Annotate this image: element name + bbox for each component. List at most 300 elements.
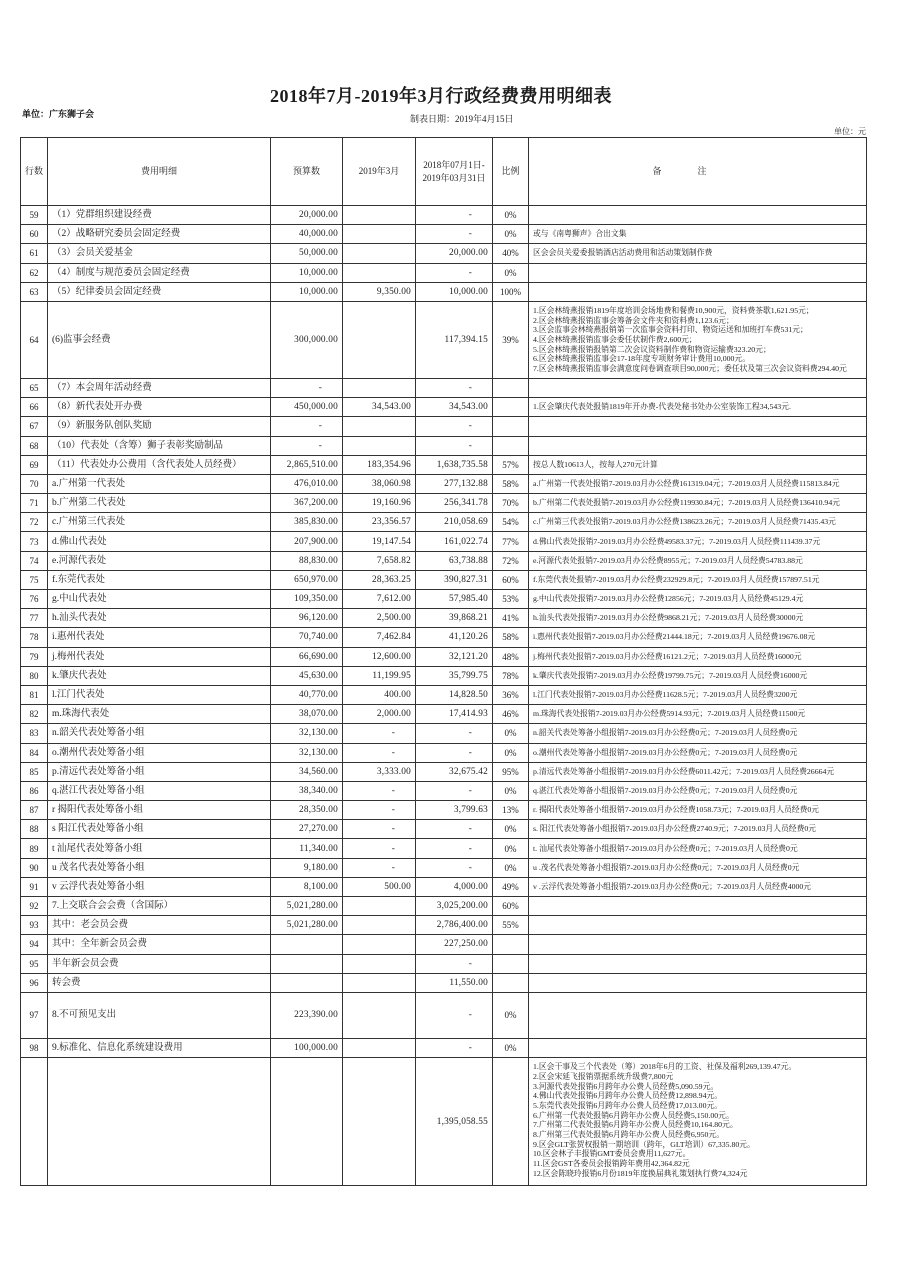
budget-amount <box>271 973 343 992</box>
march-amount: 11,199.95 <box>343 666 416 685</box>
cumulative-amount: - <box>416 436 493 455</box>
ratio <box>493 398 529 417</box>
cumulative-amount: 14,828.50 <box>416 685 493 704</box>
cumulative-amount: 17,414.93 <box>416 705 493 724</box>
row-number: 85 <box>21 762 48 781</box>
remark <box>529 263 867 282</box>
ratio: 41% <box>493 609 529 628</box>
budget-amount: 8,100.00 <box>271 877 343 896</box>
ratio: 0% <box>493 724 529 743</box>
ratio: 13% <box>493 801 529 820</box>
row-number: 88 <box>21 820 48 839</box>
table-row <box>21 705 867 724</box>
cumulative-amount: 4,000.00 <box>416 877 493 896</box>
table-row <box>21 609 867 628</box>
march-amount: 7,462.84 <box>343 628 416 647</box>
expense-item: （11）代表处办公费用（含代表处人员经费） <box>48 455 271 474</box>
cumulative-amount: - <box>416 781 493 800</box>
table-row <box>21 551 867 570</box>
expense-item: d.佛山代表处 <box>48 532 271 551</box>
table-body <box>21 206 867 1186</box>
cumulative-amount: 277,132.88 <box>416 474 493 493</box>
march-amount <box>343 225 416 244</box>
budget-amount: 109,350.00 <box>271 590 343 609</box>
row-number: 90 <box>21 858 48 877</box>
header-cumulative: 2018年07月1日- 2019年03月31日 <box>416 138 493 206</box>
budget-amount: 28,350.00 <box>271 801 343 820</box>
cumulative-amount: 161,022.74 <box>416 532 493 551</box>
remark: g.中山代表处报销7-2019.03月办公经费12856元；7-2019.03月人员经费45129.4元 <box>529 590 867 609</box>
remark <box>529 417 867 436</box>
ratio: 48% <box>493 647 529 666</box>
cumulative-amount: - <box>416 858 493 877</box>
budget-amount: 223,390.00 <box>271 992 343 1038</box>
remark: s. 阳江代表处筹备小组报销7-2019.03月办公经费2740.9元；7-2019.03月人员经费0元 <box>529 820 867 839</box>
expense-item: 其中：全年新会员会费 <box>48 935 271 954</box>
table-row <box>21 916 867 935</box>
ratio: 60% <box>493 570 529 589</box>
budget-amount: 96,120.00 <box>271 609 343 628</box>
ratio <box>493 436 529 455</box>
cumulative-amount: 11,550.00 <box>416 973 493 992</box>
ratio: 70% <box>493 494 529 513</box>
row-number: 67 <box>21 417 48 436</box>
expense-item: h.汕头代表处 <box>48 609 271 628</box>
budget-amount: 38,340.00 <box>271 781 343 800</box>
remark-line: 8.广州第三代表处报销6月跨年办公费人员经费6,950元。 <box>533 1130 725 1140</box>
table-row <box>21 1038 867 1057</box>
budget-amount <box>271 935 343 954</box>
expense-item: （10）代表处（含筹）狮子表彰奖励制品 <box>48 436 271 455</box>
remark: o.潮州代表处筹备小组报销7-2019.03月办公经费0元；7-2019.03月人员经费0元 <box>529 743 867 762</box>
table-row <box>21 436 867 455</box>
ratio: 58% <box>493 474 529 493</box>
remark: 区会会员关爱委报销酒店活动费用和活动策划制作费 <box>529 244 867 263</box>
budget-amount: 27,270.00 <box>271 820 343 839</box>
cumulative-amount: 1,638,735.58 <box>416 455 493 474</box>
expense-item: 7.上交联合会会费（含国际） <box>48 897 271 916</box>
row-number: 70 <box>21 474 48 493</box>
expense-item: g.中山代表处 <box>48 590 271 609</box>
march-amount <box>343 244 416 263</box>
expense-item: i.惠州代表处 <box>48 628 271 647</box>
ratio <box>493 973 529 992</box>
remark-line: 6.区会林绮燕报销监事会17-18年度专项财务审计费用10,000元。 <box>533 354 751 364</box>
budget-amount: 476,010.00 <box>271 474 343 493</box>
remark-line: 10.区会林子丰报销GMT委员会费用11,627元。 <box>533 1149 691 1159</box>
table-row <box>21 378 867 397</box>
budget-amount: - <box>271 417 343 436</box>
budget-amount: 300,000.00 <box>271 301 343 378</box>
expense-item: （8）新代表处开办费 <box>48 398 271 417</box>
remark-line: 3.区会监事会林绮燕报销第一次监事会资料打印、物资运送和加班打车费531元； <box>533 325 808 335</box>
budget-amount: 10,000.00 <box>271 263 343 282</box>
budget-amount: 50,000.00 <box>271 244 343 263</box>
remark-line: 7.区会林绮燕报销监事会满意度问卷调查项目90,000元；委任状及第三次会议资料费294.40元 <box>533 364 847 374</box>
budget-amount: 38,070.00 <box>271 705 343 724</box>
remark <box>529 1038 867 1057</box>
ratio: 55% <box>493 916 529 935</box>
expense-item: u 茂名代表处筹备小组 <box>48 858 271 877</box>
budget-amount <box>271 954 343 973</box>
ratio: 58% <box>493 628 529 647</box>
ratio: 72% <box>493 551 529 570</box>
ratio: 0% <box>493 858 529 877</box>
table-row <box>21 532 867 551</box>
table-row <box>21 417 867 436</box>
budget-amount: 207,900.00 <box>271 532 343 551</box>
table-row <box>21 781 867 800</box>
row-number: 97 <box>21 992 48 1038</box>
march-amount: 500.00 <box>343 877 416 896</box>
ratio: 0% <box>493 263 529 282</box>
ratio: 0% <box>493 839 529 858</box>
table-row <box>21 801 867 820</box>
row-number: 86 <box>21 781 48 800</box>
cumulative-amount: 210,058.69 <box>416 513 493 532</box>
header-budget: 预算数 <box>271 138 343 206</box>
march-amount: 2,500.00 <box>343 609 416 628</box>
cumulative-amount: - <box>416 820 493 839</box>
march-amount <box>343 1038 416 1057</box>
table-row <box>21 398 867 417</box>
ratio: 78% <box>493 666 529 685</box>
remark-line: 5.东莞代表处报销6月跨年办公费人员经费17,013.00元。 <box>533 1100 723 1110</box>
remark-line: 1.区会干事及三个代表处（筹）2018年6月的工资、社保及福利269,139.47元。 <box>533 1062 797 1072</box>
march-amount <box>343 417 416 436</box>
march-amount: 7,612.00 <box>343 590 416 609</box>
expense-item: o.潮州代表处筹备小组 <box>48 743 271 762</box>
budget-amount: 32,130.00 <box>271 724 343 743</box>
march-amount: 183,354.96 <box>343 455 416 474</box>
march-amount: 34,543.00 <box>343 398 416 417</box>
budget-amount: 10,000.00 <box>271 282 343 301</box>
remark: i.惠州代表处报销7-2019.03月办公经费21444.18元；7-2019.03月人员经费19676.08元 <box>529 628 867 647</box>
cumulative-amount: - <box>416 839 493 858</box>
cumulative-amount: 117,394.15 <box>416 301 493 378</box>
march-amount: 28,363.25 <box>343 570 416 589</box>
march-amount <box>343 301 416 378</box>
march-amount: - <box>343 801 416 820</box>
remark: t. 汕尾代表处筹备小组报销7-2019.03月办公经费0元；7-2019.03月人员经费0元 <box>529 839 867 858</box>
table-row <box>21 935 867 954</box>
table-row <box>21 570 867 589</box>
march-amount: 38,060.98 <box>343 474 416 493</box>
row-number: 78 <box>21 628 48 647</box>
expense-item: e.河源代表处 <box>48 551 271 570</box>
cumulative-amount: - <box>416 954 493 973</box>
remark: k.肇庆代表处报销7-2019.03月办公经费19799.75元；7-2019.03月人员经费16000元 <box>529 666 867 685</box>
expense-item: j.梅州代表处 <box>48 647 271 666</box>
remark <box>529 973 867 992</box>
expense-table <box>20 137 867 1186</box>
expense-item: t 汕尾代表处筹备小组 <box>48 839 271 858</box>
expense-item: （2）战略研究委员会固定经费 <box>48 225 271 244</box>
table-row <box>21 954 867 973</box>
cumulative-amount: 2,786,400.00 <box>416 916 493 935</box>
remark-line: 12.区会陈晓玲报销6月份1819年度换届典礼策划执行费74,324元 <box>533 1168 748 1178</box>
cumulative-amount: 20,000.00 <box>416 244 493 263</box>
cumulative-amount: 1,395,058.55 <box>416 1058 493 1186</box>
remark <box>529 282 867 301</box>
remark <box>529 897 867 916</box>
ratio: 77% <box>493 532 529 551</box>
expense-item: s 阳江代表处筹备小组 <box>48 820 271 839</box>
expense-item: b.广州第二代表处 <box>48 494 271 513</box>
table-row <box>21 839 867 858</box>
prepared-date: 制表日期：2019年4月15日 <box>410 114 514 124</box>
remark: v .云浮代表处筹备小组报销7-2019.03月办公经费0元；7-2019.03月人员经费4000元 <box>529 877 867 896</box>
row-number: 65 <box>21 378 48 397</box>
remark <box>529 206 867 225</box>
remark: h.汕头代表处报销7-2019.03月办公经费9868.21元；7-2019.03月人员经费30000元 <box>529 609 867 628</box>
remark-line: 4.佛山代表处报销6月跨年办公费人员经费12,898.94元。 <box>533 1091 723 1101</box>
table-row <box>21 301 867 378</box>
march-amount: - <box>343 743 416 762</box>
row-number: 60 <box>21 225 48 244</box>
row-number: 77 <box>21 609 48 628</box>
row-number <box>21 1058 48 1186</box>
ratio: 0% <box>493 781 529 800</box>
expense-item: f.东莞代表处 <box>48 570 271 589</box>
row-number: 84 <box>21 743 48 762</box>
expense-item: （7）本会周年活动经费 <box>48 378 271 397</box>
budget-amount: 40,770.00 <box>271 685 343 704</box>
row-number: 72 <box>21 513 48 532</box>
remark-line: 11.区会GST各委员会报销跨年费用42,364.82元 <box>533 1159 690 1169</box>
row-number: 59 <box>21 206 48 225</box>
march-amount: 400.00 <box>343 685 416 704</box>
header-row <box>21 138 867 206</box>
table-row <box>21 724 867 743</box>
expense-item: m.珠海代表处 <box>48 705 271 724</box>
remark <box>529 1058 867 1186</box>
ratio: 100% <box>493 282 529 301</box>
budget-amount: 5,021,280.00 <box>271 916 343 935</box>
remark: u .茂名代表处筹备小组报销7-2019.03月办公经费0元；7-2019.03月人员经费0元 <box>529 858 867 877</box>
row-number: 63 <box>21 282 48 301</box>
cumulative-amount: - <box>416 263 493 282</box>
ratio: 40% <box>493 244 529 263</box>
remark-line: 2.区会宋延飞报销票据系统升级费7,800元 <box>533 1071 674 1081</box>
cumulative-amount: 35,799.75 <box>416 666 493 685</box>
ratio: 0% <box>493 743 529 762</box>
page-title: 2018年7月-2019年3月行政经费费用明细表 <box>270 86 612 106</box>
cumulative-amount: - <box>416 378 493 397</box>
expense-item: （3）会员关爱基金 <box>48 244 271 263</box>
cumulative-amount: 227,250.00 <box>416 935 493 954</box>
remark-line: 2.区会林绮燕报销监事会筹备会文件夹和资料费1,123.6元； <box>533 315 734 325</box>
row-number: 68 <box>21 436 48 455</box>
cumulative-amount: 32,675.42 <box>416 762 493 781</box>
row-number: 91 <box>21 877 48 896</box>
remark: r. 揭阳代表处筹备小组报销7-2019.03月办公经费1058.73元；7-2019.03月人员经费0元 <box>529 801 867 820</box>
cumulative-amount: 256,341.78 <box>416 494 493 513</box>
table-row <box>21 897 867 916</box>
table-row <box>21 263 867 282</box>
budget-amount: 34,560.00 <box>271 762 343 781</box>
march-amount <box>343 378 416 397</box>
march-amount <box>343 973 416 992</box>
march-amount: - <box>343 839 416 858</box>
row-number: 71 <box>21 494 48 513</box>
budget-amount: 45,630.00 <box>271 666 343 685</box>
row-number: 69 <box>21 455 48 474</box>
ratio <box>493 954 529 973</box>
ratio: 0% <box>493 225 529 244</box>
table-row <box>21 628 867 647</box>
table-row <box>21 282 867 301</box>
row-number: 98 <box>21 1038 48 1057</box>
expense-item: p.清远代表处筹备小组 <box>48 762 271 781</box>
cumulative-amount: 41,120.26 <box>416 628 493 647</box>
march-amount <box>343 916 416 935</box>
expense-item: 转会费 <box>48 973 271 992</box>
remark-line: 6.广州第一代表处报销6月跨年办公费人员经费5,150.00元。 <box>533 1110 734 1120</box>
ratio: 0% <box>493 992 529 1038</box>
cumulative-amount: 32,121.20 <box>416 647 493 666</box>
march-amount: 7,658.82 <box>343 551 416 570</box>
table-row <box>21 244 867 263</box>
remark-line: 1.区会林绮燕报销1819年度培训会场地费和餐费10,900元，资料费茶歇1,621.95元； <box>533 305 814 315</box>
march-amount: 19,160.96 <box>343 494 416 513</box>
ratio: 0% <box>493 206 529 225</box>
header-ratio: 比例 <box>493 138 529 206</box>
cumulative-amount: - <box>416 743 493 762</box>
expense-item: (6)监事会经费 <box>48 301 271 378</box>
remark: b.广州第二代表处报销7-2019.03月办公经费119930.84元；7-2019.03月人员经费136410.94元 <box>529 494 867 513</box>
row-number: 79 <box>21 647 48 666</box>
remark: a.广州第一代表处报销7-2019.03月办公经费161319.04元；7-2019.03月人员经费115813.84元 <box>529 474 867 493</box>
march-amount <box>343 206 416 225</box>
budget-amount: 385,830.00 <box>271 513 343 532</box>
expense-item: n.韶关代表处筹备小组 <box>48 724 271 743</box>
budget-amount: 367,200.00 <box>271 494 343 513</box>
march-amount: 19,147.54 <box>343 532 416 551</box>
row-number: 74 <box>21 551 48 570</box>
ratio: 0% <box>493 1038 529 1057</box>
row-number: 82 <box>21 705 48 724</box>
remark-line: 9.区会GLT张贺权报销一期培训（跨年，GLT培训）67,335.80元。 <box>533 1139 755 1149</box>
cumulative-amount: 3,799.63 <box>416 801 493 820</box>
budget-amount: 650,970.00 <box>271 570 343 589</box>
remark-line: 4.区会林绮燕报销监事会委任状制作费2,600元； <box>533 335 697 345</box>
remark: m.珠海代表处报销7-2019.03月办公经费5914.93元；7-2019.03月人员经费11500元 <box>529 705 867 724</box>
remark <box>529 378 867 397</box>
table-row <box>21 455 867 474</box>
budget-amount <box>271 1058 343 1186</box>
remark <box>529 916 867 935</box>
remark: 1.区会肇庆代表处报销1819年开办费-代表处秘书处办公室装饰工程34,543元. <box>529 398 867 417</box>
march-amount: 2,000.00 <box>343 705 416 724</box>
table-row <box>21 762 867 781</box>
budget-amount: 2,865,510.00 <box>271 455 343 474</box>
cumulative-amount: 3,025,200.00 <box>416 897 493 916</box>
march-amount <box>343 935 416 954</box>
ratio: 57% <box>493 455 529 474</box>
row-number: 81 <box>21 685 48 704</box>
cumulative-amount: - <box>416 992 493 1038</box>
expense-item: 其中：老会员会费 <box>48 916 271 935</box>
ratio <box>493 417 529 436</box>
budget-amount: 88,830.00 <box>271 551 343 570</box>
ratio: 53% <box>493 590 529 609</box>
row-number: 61 <box>21 244 48 263</box>
organization-unit: 单位：广东狮子会 <box>22 109 95 119</box>
ratio <box>493 378 529 397</box>
ratio: 36% <box>493 685 529 704</box>
row-number: 80 <box>21 666 48 685</box>
cumulative-amount: 10,000.00 <box>416 282 493 301</box>
table-row <box>21 1058 867 1186</box>
row-number: 64 <box>21 301 48 378</box>
expense-item: v 云浮代表处筹备小组 <box>48 877 271 896</box>
ratio: 0% <box>493 820 529 839</box>
march-amount: 9,350.00 <box>343 282 416 301</box>
currency-unit: 单位：元 <box>834 127 866 136</box>
cumulative-amount: - <box>416 206 493 225</box>
march-amount: - <box>343 724 416 743</box>
cumulative-amount: - <box>416 1038 493 1057</box>
march-amount <box>343 954 416 973</box>
ratio: 95% <box>493 762 529 781</box>
ratio: 49% <box>493 877 529 896</box>
cumulative-amount: 39,868.21 <box>416 609 493 628</box>
expense-item: a.广州第一代表处 <box>48 474 271 493</box>
remark-line: 3.河源代表处报销6月跨年办公费人员经费5,090.59元。 <box>533 1081 719 1091</box>
expense-item: （9）新服务队创队奖励 <box>48 417 271 436</box>
remark: q.湛江代表处筹备小组报销7-2019.03月办公经费0元；7-2019.03月人员经费0元 <box>529 781 867 800</box>
table-row <box>21 877 867 896</box>
remark: n.韶关代表处筹备小组报销7-2019.03月办公经费0元；7-2019.03月人员经费0元 <box>529 724 867 743</box>
remark: 或与《南粤狮声》合出文集 <box>529 225 867 244</box>
march-amount: - <box>343 820 416 839</box>
header-march: 2019年3月 <box>343 138 416 206</box>
expense-item: （4）制度与规范委员会固定经费 <box>48 263 271 282</box>
remark <box>529 436 867 455</box>
expense-item: （5）纪律委员会固定经费 <box>48 282 271 301</box>
row-number: 96 <box>21 973 48 992</box>
expense-item: （1）党群组织建设经费 <box>48 206 271 225</box>
march-amount: - <box>343 858 416 877</box>
remark: e.河源代表处报销7-2019.03月办公经费8955元；7-2019.03月人员经费54783.88元 <box>529 551 867 570</box>
budget-amount: 9,180.00 <box>271 858 343 877</box>
budget-amount: 5,021,280.00 <box>271 897 343 916</box>
budget-amount: - <box>271 436 343 455</box>
remark <box>529 992 867 1038</box>
row-number: 89 <box>21 839 48 858</box>
cumulative-amount: 34,543.00 <box>416 398 493 417</box>
budget-amount: - <box>271 378 343 397</box>
table-row <box>21 685 867 704</box>
march-amount <box>343 992 416 1038</box>
row-number: 95 <box>21 954 48 973</box>
cumulative-amount: 63,738.88 <box>416 551 493 570</box>
ratio <box>493 935 529 954</box>
remark: 按总人数10613人，按每人270元计算 <box>529 455 867 474</box>
ratio: 54% <box>493 513 529 532</box>
cumulative-amount: - <box>416 225 493 244</box>
remark <box>529 301 867 378</box>
header-remark: 备注 <box>529 138 867 206</box>
budget-amount: 450,000.00 <box>271 398 343 417</box>
table-row <box>21 647 867 666</box>
expense-item: 9.标准化、信息化系统建设费用 <box>48 1038 271 1057</box>
remark: d.佛山代表处报销7-2019.03月办公经费49583.37元；7-2019.03月人员经费111439.37元 <box>529 532 867 551</box>
table-row <box>21 858 867 877</box>
row-number: 76 <box>21 590 48 609</box>
remark: j.梅州代表处报销7-2019.03月办公经费16121.2元；7-2019.03月人员经费16000元 <box>529 647 867 666</box>
